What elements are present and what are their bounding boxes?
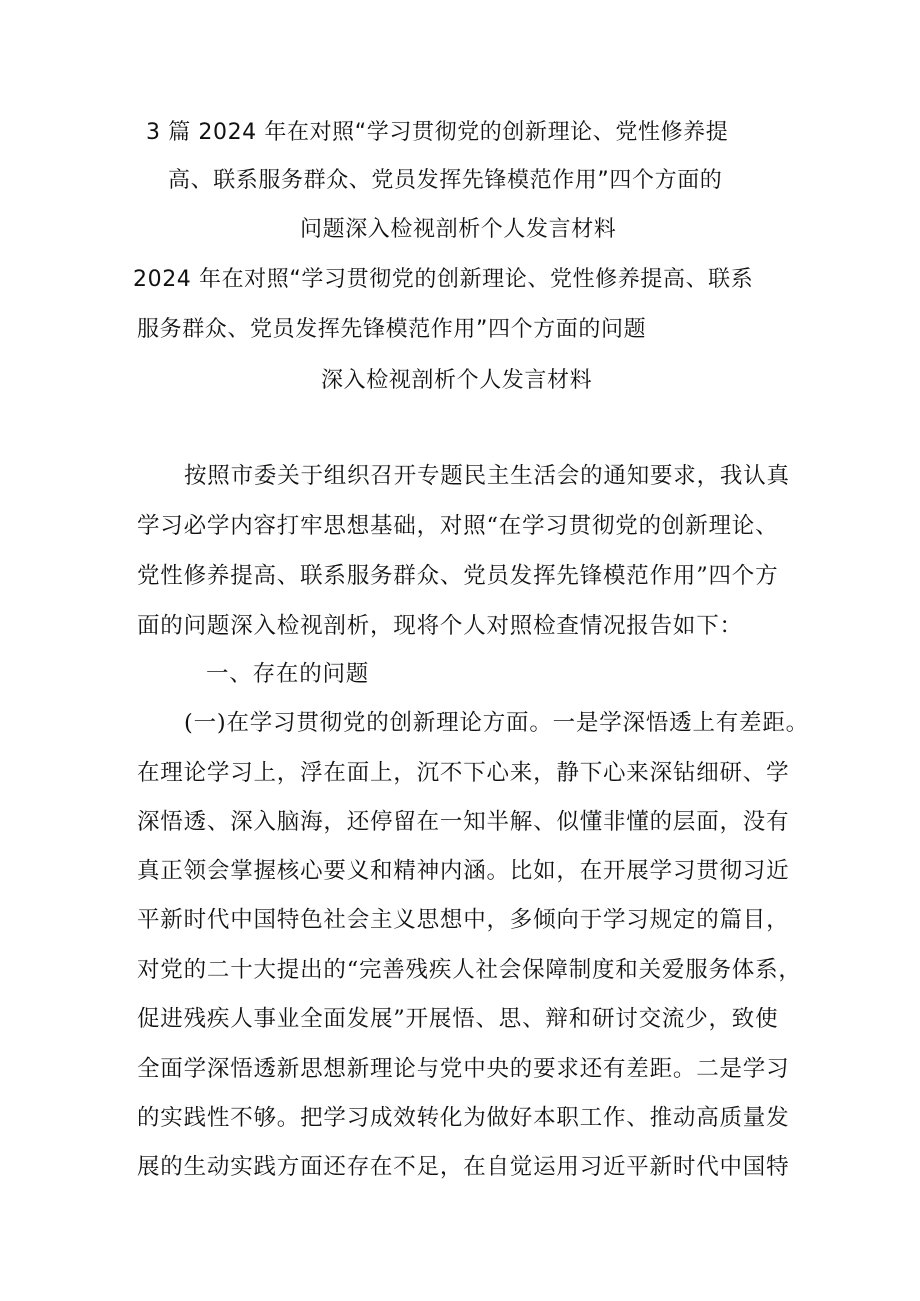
paragraph1-line-6: 对党的二十大提出的“完善残疾人社会保障制度和关爱服务体系， [137,957,802,983]
title1-line-1: 3 篇 2024 年在对照“学习贯彻党的创新理论、党性修养提 [146,120,729,145]
title1-line-2: 高、联系服务群众、党员发挥先锋模范作用”四个方面的 [168,168,723,193]
title2-line-2: 服务群众、党员发挥先锋模范作用”四个方面的问题 [137,317,647,342]
paragraph1-line-9: 的实践性不够。把学习成效转化为做好本职工作、推动高质量发 [137,1105,790,1131]
paragraph1-line-3: 深悟透、深入脑海，还停留在一知半解、似懂非懂的层面，没有 [137,809,790,835]
title1-line-3: 问题深入检视剖析个人发言材料 [300,217,617,242]
paragraph1-line-8: 全面学深悟透新思想新理论与党中央的要求还有差距。二是学习 [137,1056,790,1082]
intro-line-1: 按照市委关于组织召开专题民主生活会的通知要求，我认真 [184,463,790,489]
intro-line-3: 党性修养提高、联系服务群众、党员发挥先锋模范作用”四个方 [137,563,779,589]
intro-line-4: 面的问题深入检视剖析，现将个人对照检查情况报告如下： [137,613,743,639]
paragraph1-line-7: 促进残疾人事业全面发展”开展悟、思、辩和研讨交流少，致使 [137,1006,779,1032]
paragraph1-line-4: 真正领会掌握核心要义和精神内涵。比如，在开展学习贯彻习近 [137,858,790,884]
intro-line-2: 学习必学内容打牢思想基础，对照“在学习贯彻党的创新理论、 [137,513,779,539]
section-heading: 一、存在的问题 [206,661,370,687]
paragraph1-line-10: 展的生动实践方面还存在不足，在自觉运用习近平新时代中国特 [137,1154,790,1180]
paragraph1-line-1: (一)在学习贯彻党的创新理论方面。一是学深悟透上有差距。 [184,710,809,736]
paragraph1-line-5: 平新时代中国特色社会主义思想中，多倾向于学习规定的篇目， [137,907,790,933]
title2-line-1: 2024 年在对照“学习贯彻党的创新理论、党性修养提高、联系 [133,267,754,292]
title2-line-3: 深入检视剖析个人发言材料 [321,368,593,393]
paragraph1-line-2: 在理论学习上，浮在面上，沉不下心来，静下心来深钻细研、学 [137,760,790,786]
